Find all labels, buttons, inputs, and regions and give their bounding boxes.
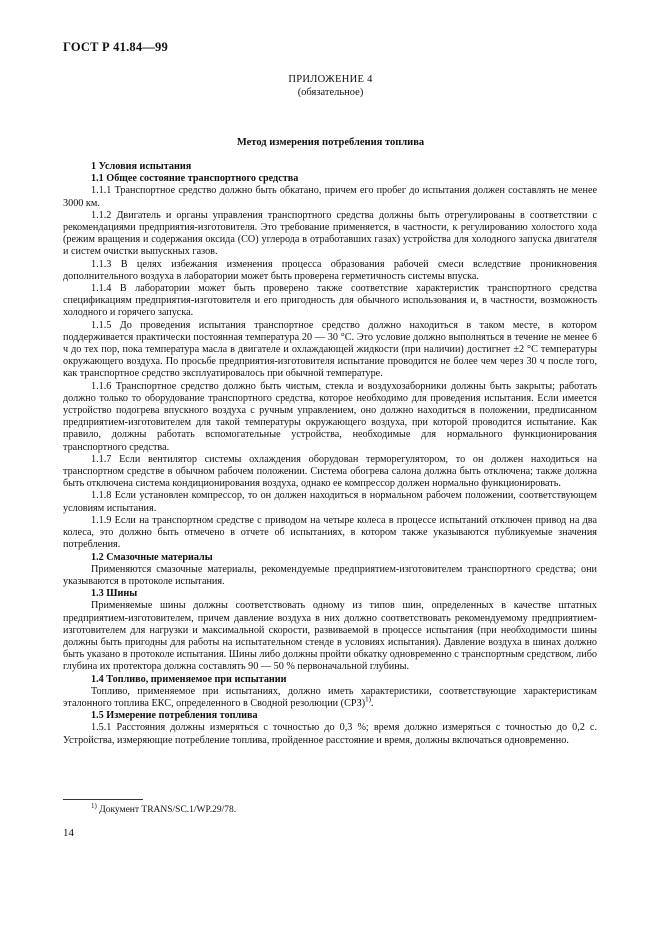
appendix-title: ПРИЛОЖЕНИЕ 4 — [288, 74, 373, 85]
paragraph-text: 1.1.8 Если установлен компрессор, то он должен находиться в нормальном рабочем положении, соответствующем условиям испытания. — [63, 490, 597, 514]
heading-text: 1.3 Шины — [91, 588, 138, 600]
appendix-subtitle: (обязательное) — [297, 87, 364, 98]
section-heading — [63, 674, 597, 686]
paragraph — [63, 283, 597, 320]
paragraph-text: 1.1.7 Если вентилятор системы охлаждения оборудован терморегулятором, то он должен находиться на транспортном средстве в обычном рабочем положении. Система обогрева салона должна быть отключена; также должна быть отключена система кондиционирования воздуха, однако ее компрессор должен нормально функционировать. — [63, 453, 597, 490]
section-heading — [63, 161, 597, 173]
paragraph-text: Применяемые шины должны соответствовать одному из типов шин, определенных в качестве штатных предприятием-изготовителем, причем давление воздуха в них должно соответствовать рекомендуемому предприятием-изготовителем для нагрузки и максимальной скорости, развиваемой в процессе испытания (при необходимости шины должны быть пригодны для работы на испытательном стенде в условиях испытания). Давление воздуха в шинах должно быть указано в протоколе испытания. Шины либо должны пройти обкатку одновременно с транспортным средством, либо глубина их протектора должна составлять 90 — 50 % первоначальной глубины. — [63, 600, 597, 673]
paragraph — [63, 686, 597, 710]
paragraph-tail: . — [371, 697, 374, 709]
page-number: 14 — [63, 827, 74, 839]
paragraph — [63, 185, 597, 209]
paragraph — [63, 381, 597, 454]
paragraph-text: Топливо, применяемое при испытаниях, должно иметь характеристики, соответствующие характеристикам эталонного топлива ЕКС, определенного в Сводной резолюции (СРЗ) — [63, 685, 597, 709]
heading-text: 1.4 Топливо, применяемое при испытании — [91, 673, 287, 685]
footnote-mark: 1) — [91, 801, 97, 810]
section-heading — [63, 710, 597, 722]
paragraph-text: 1.1.2 Двигатель и органы управления транспортного средства должны быть отрегулированы в соответствии с рекомендациями предприятия-изготовителя. Это требование применяется, в частности, к регулированию холостого хода (режим вращения и содержания оксида (СО) углерода в отработавших газах) устройства для холодного запуска двигателя и систем очистки выпускных газов. — [63, 209, 597, 258]
document-body — [63, 161, 597, 747]
paragraph — [63, 564, 597, 588]
section-title: Метод измерения потребления топлива — [236, 137, 425, 148]
paragraph — [63, 600, 597, 673]
section-heading — [63, 552, 597, 564]
paragraph-text: 1.1.9 Если на транспортном средстве с приводом на четыре колеса в процессе испытаний отключен привод на два колеса, это должно быть отмечено в отчете об испытаниях, в котором также указываются публикуемые значения потребления. — [63, 514, 597, 551]
heading-text: 1 Условия испытания — [91, 161, 192, 172]
paragraph — [63, 515, 597, 552]
section-heading — [63, 588, 597, 600]
heading-text: 1.2 Смазочные материалы — [91, 551, 213, 563]
footnote-reference: 1) — [365, 695, 371, 704]
paragraph-text: 1.5.1 Расстояния должны измеряться с точностью до 0,3 %; время должно измеряться с точностью до 0,2 с. Устройства, измеряющие потребление топлива, пройденное расстояние и время, должны включаться одновременно. — [63, 722, 597, 746]
paragraph — [63, 210, 597, 259]
paragraph — [63, 490, 597, 514]
footnote-text: Документ TRANS/SC.1/WP.29/78. — [99, 805, 237, 815]
paragraph — [63, 722, 597, 746]
footnote — [91, 801, 237, 815]
paragraph-text: 1.1.5 До проведения испытания транспортное средство должно находиться в таком месте, в котором поддерживается практически постоянная температура 20 — 30 °С. Это условие должно выполняться в течение не менее 6 ч до тех пор, пока температура масла в двигателе и охлаждающей жидкости (при наличии) достигнет ±2 °С температуры окружающего воздуха. По просьбе предприятия-изготовителя испытание проводится не более чем через 30 ч после того, как транспортное средство эксплуатировалось при обычной температуре. — [63, 319, 597, 380]
paragraph-text: 1.1.1 Транспортное средство должно быть обкатано, причем его пробег до испытания должен составлять не менее 3000 км. — [63, 185, 597, 209]
paragraph-text: 1.1.3 В целях избежания изменения процесса образования рабочей смеси вследствие проникновения дополнительного воздуха в лаборатории может быть проверена герметичность системы впуска. — [63, 258, 597, 282]
paragraph — [63, 454, 597, 491]
footnote-divider — [63, 799, 143, 800]
heading-text: 1.1 Общее состояние транспортного средства — [91, 173, 299, 185]
paragraph — [63, 259, 597, 283]
paragraph-text: 1.1.4 В лаборатории может быть проверено также соответствие характеристик транспортного средства спецификациям предприятия-изготовителя и его пригодность для обычного использования и, в частности, возможность холодного и горячего запуска. — [63, 283, 597, 319]
document-code-header: ГОСТ Р 41.84—99 — [63, 40, 168, 54]
paragraph-text: Применяются смазочные материалы, рекомендуемые предприятием-изготовителем транспортного средства; они указываются в протоколе испытания. — [63, 563, 597, 587]
paragraph-text: 1.1.6 Транспортное средство должно быть чистым, стекла и воздухозаборники должны быть закрыты; работать должно только то оборудование транспортного средства, которое необходимо для проведения испытания. Если имеется устройство подогрева впускного воздуха с ручным управлением, оно должно находиться в положении, предписанном предприятием-изготовителем для такой температуры окружающего воздуха, при которой проводится испытание. Как правило, должны работать вспомогательные устройства, необходимые для нормального функционирования транспортного средства. — [63, 380, 597, 453]
section-heading — [63, 173, 597, 185]
paragraph — [63, 320, 597, 381]
heading-text: 1.5 Измерение потребления топлива — [91, 710, 258, 722]
